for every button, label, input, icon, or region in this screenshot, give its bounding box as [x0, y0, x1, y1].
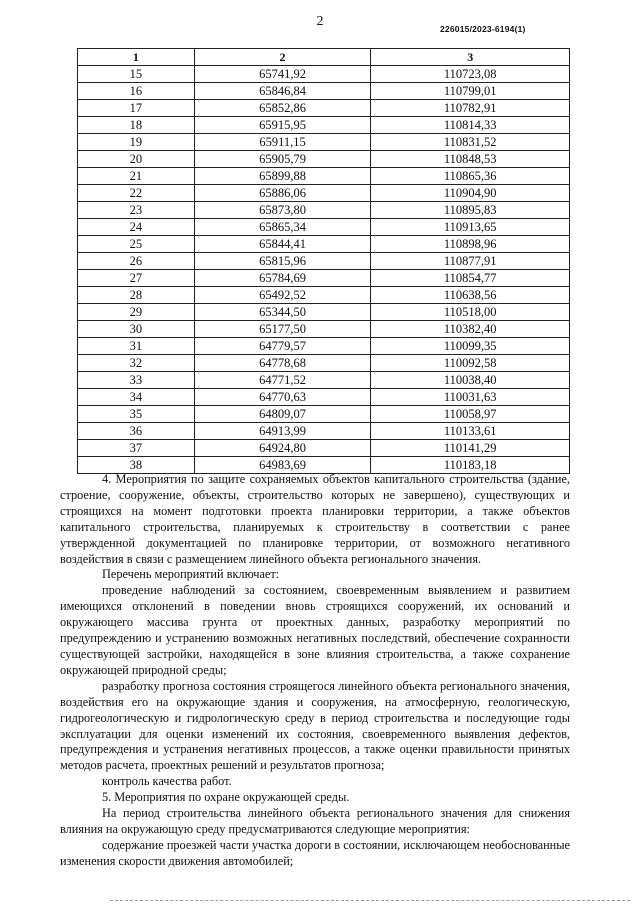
- cell-y-coordinate: 110854,77: [371, 270, 570, 287]
- cell-point-number: 32: [78, 355, 195, 372]
- cell-y-coordinate: 110814,33: [371, 117, 570, 134]
- cell-point-number: 24: [78, 219, 195, 236]
- cell-point-number: 18: [78, 117, 195, 134]
- cell-x-coordinate: 64779,57: [194, 338, 371, 355]
- cell-point-number: 25: [78, 236, 195, 253]
- cell-point-number: 35: [78, 406, 195, 423]
- table-row: [78, 236, 570, 253]
- cell-x-coordinate: 65846,84: [194, 83, 371, 100]
- paragraph-list-intro: Перечень мероприятий включает:: [102, 567, 280, 582]
- cell-point-number: 21: [78, 168, 195, 185]
- cell-y-coordinate: 110031,63: [371, 389, 570, 406]
- cell-x-coordinate: 64809,07: [194, 406, 371, 423]
- document-id: 226015/2023-6194(1): [440, 24, 526, 34]
- cell-x-coordinate: 65344,50: [194, 304, 371, 321]
- cell-y-coordinate: 110092,58: [371, 355, 570, 372]
- table-row: [78, 117, 570, 134]
- column-header-x: 2: [194, 49, 371, 66]
- cell-y-coordinate: 110831,52: [371, 134, 570, 151]
- table-row: [78, 321, 570, 338]
- table-row: [78, 287, 570, 304]
- table-header-row: [78, 49, 570, 66]
- coordinates-table: [77, 48, 570, 474]
- table-row: [78, 219, 570, 236]
- cell-x-coordinate: 65741,92: [194, 66, 371, 83]
- table-row: [78, 389, 570, 406]
- page-number: 2: [316, 14, 324, 29]
- cell-y-coordinate: 110895,83: [371, 202, 570, 219]
- cell-point-number: 22: [78, 185, 195, 202]
- cell-point-number: 28: [78, 287, 195, 304]
- paragraph-section-5: 5. Мероприятия по охране окружающей среды.: [102, 790, 350, 805]
- cell-y-coordinate: 110183,18: [371, 457, 570, 474]
- cell-x-coordinate: 65905,79: [194, 151, 371, 168]
- table-row: [78, 338, 570, 355]
- cell-point-number: 15: [78, 66, 195, 83]
- table-row: [78, 423, 570, 440]
- cell-point-number: 31: [78, 338, 195, 355]
- table-row: [78, 66, 570, 83]
- cell-x-coordinate: 65865,34: [194, 219, 371, 236]
- cell-x-coordinate: 65815,96: [194, 253, 371, 270]
- cell-x-coordinate: 65784,69: [194, 270, 371, 287]
- cell-point-number: 26: [78, 253, 195, 270]
- cell-y-coordinate: 110904,90: [371, 185, 570, 202]
- cell-x-coordinate: 64778,68: [194, 355, 371, 372]
- paragraph-forecast: разработку прогноза состояния строящегося линейного объекта регионального значения, воздействия его на окружающие здания и сооружения, на атмосферную, геологическую, гидрогеологическую и гидрологическую среду в период строительства и последующие годы эксплуатации для оценки изменений их состояния, своевременного выявления дефектов, предупреждения и устранения негативных процессов, а также оценки правильности принятых методов расчета, проектных решений и результатов прогноза;: [60, 678, 570, 773]
- cell-x-coordinate: 65899,88: [194, 168, 371, 185]
- column-header-y: 3: [371, 49, 570, 66]
- cell-y-coordinate: 110877,91: [371, 253, 570, 270]
- cell-x-coordinate: 64771,52: [194, 372, 371, 389]
- cell-y-coordinate: 110638,56: [371, 287, 570, 304]
- cell-y-coordinate: 110058,97: [371, 406, 570, 423]
- cell-point-number: 30: [78, 321, 195, 338]
- cell-x-coordinate: 65873,80: [194, 202, 371, 219]
- cell-point-number: 17: [78, 100, 195, 117]
- table-row: [78, 168, 570, 185]
- cell-x-coordinate: 65852,86: [194, 100, 371, 117]
- cell-point-number: 38: [78, 457, 195, 474]
- cell-x-coordinate: 64924,80: [194, 440, 371, 457]
- table-row: [78, 270, 570, 287]
- table-row: [78, 253, 570, 270]
- table-row: [78, 406, 570, 423]
- table-row: [78, 185, 570, 202]
- cell-x-coordinate: 64913,99: [194, 423, 371, 440]
- cell-x-coordinate: 65915,95: [194, 117, 371, 134]
- cell-y-coordinate: 110382,40: [371, 321, 570, 338]
- cell-point-number: 20: [78, 151, 195, 168]
- cell-point-number: 23: [78, 202, 195, 219]
- cell-x-coordinate: 65844,41: [194, 236, 371, 253]
- paragraph-environment-intro: На период строительства линейного объекта регионального значения для снижения влияния на окружающую среду предусматриваются следующие мероприятия:: [60, 806, 570, 836]
- table-row: [78, 304, 570, 321]
- cell-x-coordinate: 65492,52: [194, 287, 371, 304]
- table-row: [78, 372, 570, 389]
- paragraph-quality-control: контроль качества работ.: [102, 774, 232, 789]
- table-row: [78, 151, 570, 168]
- paragraph-section-4: 4. Мероприятия по защите сохраняемых объектов капитального строительства (здание, строение, сооружение, объекты, строительство которых не завершено), существующих и строящихся на момент подготовки проекта планировки территории, а также объектов капитального строительства, планируемых к строительству в соответствии с ранее утвержденной документацией по планировке территории, от возможного негативного воздействия в связи с размещением линейного объекта регионального значения.: [60, 472, 570, 566]
- cell-point-number: 36: [78, 423, 195, 440]
- cell-point-number: 27: [78, 270, 195, 287]
- cell-y-coordinate: 110848,53: [371, 151, 570, 168]
- cell-x-coordinate: 65911,15: [194, 134, 371, 151]
- table-row: [78, 202, 570, 219]
- column-header-number: 1: [78, 49, 195, 66]
- cell-y-coordinate: 110038,40: [371, 372, 570, 389]
- paragraph-observations: проведение наблюдений за состоянием, своевременным выявлением и развитием имеющихся отклонений в поведении вновь строящихся сооружений, их оснований и окружающего массива грунта от проектных данных, разработку мероприятий по предупреждению и устранению возможных негативных последствий, обеспечение сохранности существующей застройки, находящейся в зоне влияния строительства, а также сохранение окружающей природной среды;: [60, 583, 570, 677]
- table-row: [78, 83, 570, 100]
- table-row: [78, 457, 570, 474]
- bottom-rule: [110, 900, 630, 901]
- cell-point-number: 29: [78, 304, 195, 321]
- paragraph-road-maintenance: содержание проезжей части участка дороги в состоянии, исключающем необоснованные изменения скорости движения автомобилей;: [60, 837, 570, 868]
- table-row: [78, 440, 570, 457]
- cell-y-coordinate: 110518,00: [371, 304, 570, 321]
- cell-y-coordinate: 110898,96: [371, 236, 570, 253]
- cell-point-number: 16: [78, 83, 195, 100]
- body-text: [60, 472, 570, 870]
- cell-y-coordinate: 110913,65: [371, 219, 570, 236]
- cell-y-coordinate: 110799,01: [371, 83, 570, 100]
- cell-y-coordinate: 110723,08: [371, 66, 570, 83]
- cell-x-coordinate: 64770,63: [194, 389, 371, 406]
- table-row: [78, 100, 570, 117]
- cell-y-coordinate: 110133,61: [371, 423, 570, 440]
- cell-y-coordinate: 110782,91: [371, 100, 570, 117]
- cell-x-coordinate: 64983,69: [194, 457, 371, 474]
- table-row: [78, 134, 570, 151]
- cell-x-coordinate: 65177,50: [194, 321, 371, 338]
- cell-y-coordinate: 110099,35: [371, 338, 570, 355]
- cell-point-number: 37: [78, 440, 195, 457]
- cell-point-number: 33: [78, 372, 195, 389]
- cell-y-coordinate: 110141,29: [371, 440, 570, 457]
- cell-point-number: 34: [78, 389, 195, 406]
- cell-y-coordinate: 110865,36: [371, 168, 570, 185]
- cell-point-number: 19: [78, 134, 195, 151]
- table-row: [78, 355, 570, 372]
- cell-x-coordinate: 65886,06: [194, 185, 371, 202]
